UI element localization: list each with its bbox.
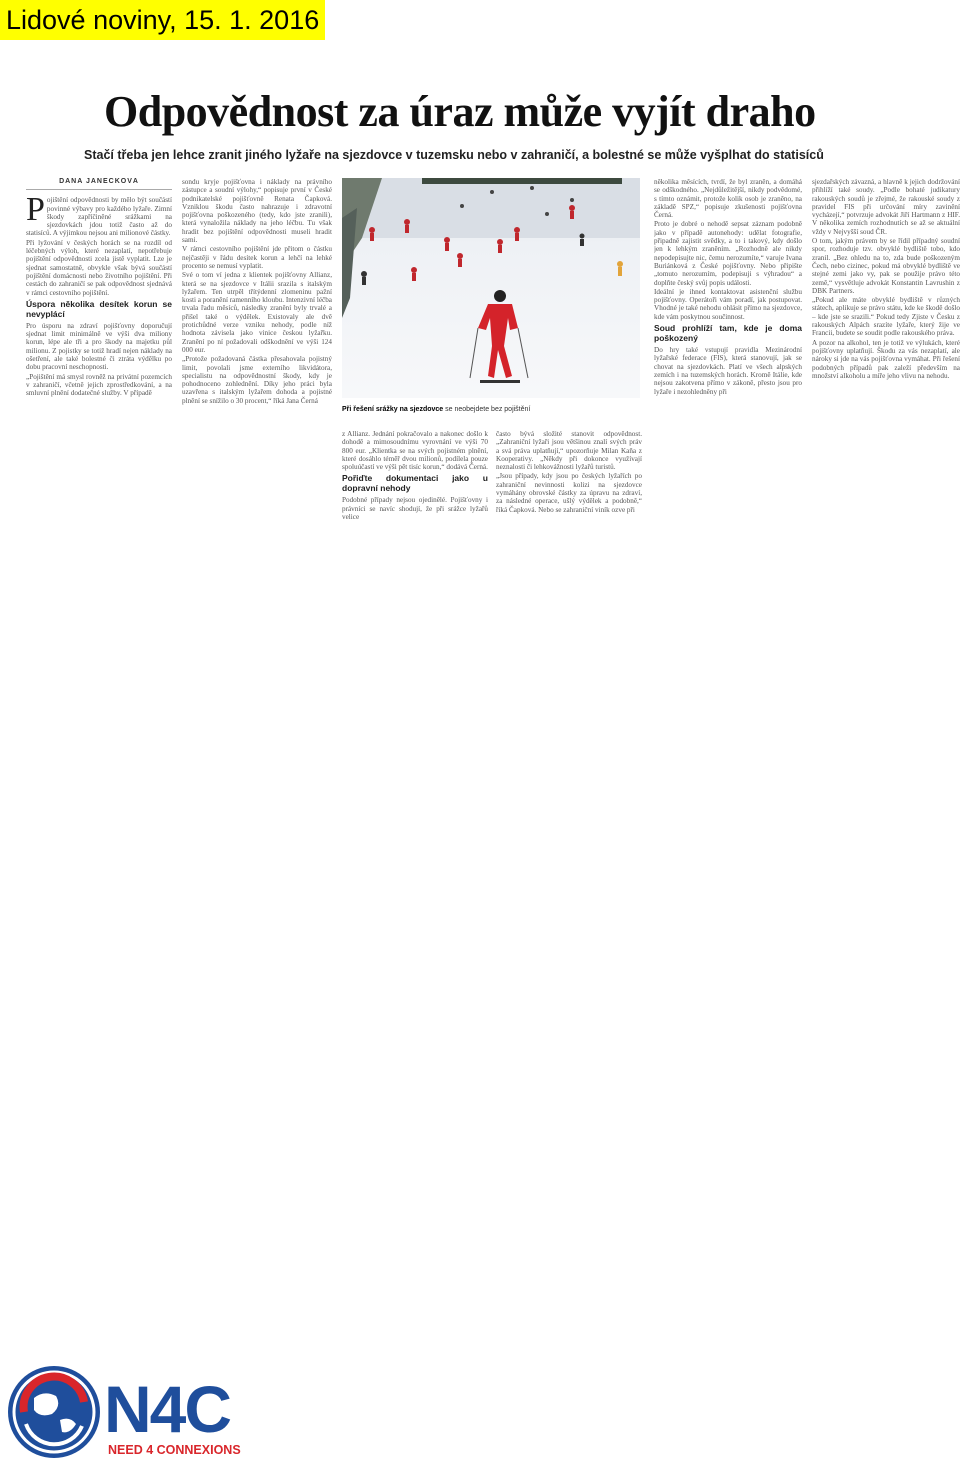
article-column-4: často bývá složité stanovit odpovědnost. „Zahraniční lyžaři jsou většinou znalí svých práv a svá práva uplatňují,“ upozorňuje Milan Kaňa z Kooperativy. „Někdy při dokonce využívají neznalosti či lehkovážnosti lyžařů turistů. „Jsou případy, kdy jsou po českých lyžařích po zahraniční nevinnosti kolizi na sjezdovce vymáhány obrovské částky za úpravu na zdraví, za následné operace, ušlý výdělek a podobně,“ říká Čapková. Nebo se zahraniční viník ozve při [496, 430, 642, 514]
subheading-2: Pořiďte dokumentaci jako u dopravní nehody [342, 473, 488, 494]
n4c-logo-graphic [4, 1362, 260, 1462]
photo-caption-rest: se neobejdete bez pojištění [445, 406, 531, 413]
drop-cap: P [26, 191, 45, 229]
article-column-1: DANA JANEČKOVÁ Pojištění odpovědnosti by mělo být součástí povinné výbavy pro každého lyžaře. Zimní škody zapříčiněné srážkami na sjezdovkách jdou totiž často až do statisíců. A výjimkou nejsou ani milionové částky. Při lyžování v českých horách se na rozdíl od léčebných výloh, které nezaplatí, nepotřebuje pojištění odpovědnosti zcela jistě vyplatit. Lze je sjednat samostatně, obvykle však bývá součástí pojištění domácnosti nebo životního pojištění. Při cestách do zahraničí se pak odpovědnost sjednává v rámci cestovního pojištění. Úspora několika desítek korun se nevyplácí Pro úsporu na zdraví pojišťovny doporučují sjednat limit minimálně ve výši dva miliony korun, lépe ale tři a pro škody na majetku půl milionu. Z pojistky se totiž hradí nejen náklady na ošetření, ale také bolestné či ztráta výdělku po dobu pracovní neschopnosti. „Pojištění má smysl rovněž na privátní pozemcích v zahraničí, včetně jejich zprostředkování, a na smluvní plnění dodatečné služby. V případě [26, 178, 172, 398]
n4c-logo [4, 1362, 260, 1462]
article-column-6: sjezdařských závazná, a hlavně k jejich dodržování přihlíží také soudy. „Podle bohaté judikatury rakouských soudů je zřejmé, že rakouské soudy z pravidel FIS při určování míry zavinění vycházejí,“ potvrzuje advokát Jiří Hartmann z HIF. V několika zemích rozhodnutích se až se aktuální vždy v Nejvyšší soud ČR. O tom, jakým právem by se řídil případný soudní spor, rozhoduje tzv. obvyklé bydliště tobo, kdo zranil. „Bez ohledu na to, zda bude poškozeným Čech, nebo cizinec, pokud má obvyklé bydliště ve stejné zemi jako vy, pak se použije právo této země,“ vysvětluje advokát Konstantin Lavrushin z DBK Partners. „Pokud ale máte obvyklé bydliště v různých státech, aplikuje se právo státu, kde ke škodě došlo – kde jste se srazili.“ Pokud tedy Zjiste v Česku z rakouských Alpách srazíte lyžaře, který žije ve Francii, budete se soudit podle rakouského práva. A pozor na alkohol, ten je totiž ve výlukách, které pojišťovny uplatňují. Škodu za vás nezaplatí, ale nároky si jde na vás pojišťovna vymáhat. Při řešení podobných případů pak zaleží především na množství alkoholu a míře jeho vlivu na nehodu. [812, 178, 960, 380]
article-column-3: z Allianz. Jednání pokračovalo a nakonec došlo k dohodě a mimosoudnímu vyrovnání ve výši 70 800 eur. „Klientka se na svých pojistném plnění, které dosáhlo téměř dvou milionů, podílela pouze spoluúčastí ve výši pět tisíc korun,“ dodává Černá. Pořiďte dokumentaci jako u dopravní nehody Podobné případy nejsou ojedinělé. Pojišťovny i právníci se navíc shodují, že při srážce lyžařů velice [342, 430, 488, 522]
photo-caption [342, 406, 530, 413]
subheading-3: Soud prohlíží tam, kde je doma poškozený [654, 323, 802, 344]
ski-slope-photo [342, 178, 640, 398]
subheading-1: Úspora několika desítek korun se nevyplácí [26, 298, 172, 319]
logo-wordmark: N4C [104, 1372, 231, 1446]
photo-caption-bold: Při řešení srážky na sjezdovce [342, 406, 444, 413]
article-column-2: sondu kryje pojišťovna i náklady na právního zástupce a soudní výlohy,“ popisuje první v České podnikatelské pojišťovně Renata Čapková. Vzniklou škodu často nahrazuje i zdravotní pojišťovna poškozeného (tedy, kdo jste zranili), která vynaložila náklady na jeho léčbu. Tu však hradit bez pojištění odpovědnosti museli hradit sami. V rámci cestovního pojištění jde přitom o částku nejčastěji v řádu desítek korun a lehčí na lehké procento se nemusí vyplatit. Své o tom ví jedna z klientek pojišťovny Allianz, která se na sjezdovce v Itálii srazila s italským lyžařem. Ten utrpěl třítýdenní zlomeninu pažní kosti a poranění ramenního kloubu. Intenzivní léčba trvala řadu měsíců, následky zranění byly trvalé a přišel také o výdělek. Existovaly ale dvě protichůdné verze vzniku nehody, podle níž hodnota závisela jako vinice českou lyžařku. Zranění po ní požadovali odškodnění ve výši 124 000 eur. „Protože požadovaná částka přesahovala pojistný limit, povolali jsme externího likvidátora, specialistu na odpovědnostní škody, kdy je pohodnoceno zohlednění. Díky jeho práci byla uzavřena s italským lyžařem dohoda a pojistné plnění se snížilo o 30 procent,“ říká Jana Černá [182, 178, 332, 405]
article-headline: Odpovědnost za úraz může vyjít draho [104, 87, 816, 136]
article-subheadline: Stačí třeba jen lehce zranit jiného lyžaře na sjezdovce v tuzemsku nebo v zahraničí, a bolestné se může vyšplhat do statisíců [84, 148, 824, 162]
ski-slope-illustration [342, 178, 640, 398]
article-column-5: několika měsících, tvrdí, že byl zraněn, a domáhá se odškodného. „Nejdůležitější, nikdy podvědomé, s tímto oznámit, protože kolik osob je zraněno, na základě SPZ,“ popisuje zkušenosti pojišťovna Černá. Proto je dobré o nehodě sepsat záznam podobně jako v případě autonehody: udělat fotografie, připadně zajistit svědky, a to i takový, kdy došlo jen k lehkým zraněním. „Rozhodně ale nikdy nepodepisujte nic, čemu nerozumíte,“ varuje Ivana Buriánková z České pojišťovny. Nebo připište „tomuto nerozumím, podepisuji s výhradou“ a doplňte český svůj popis události. Ideální je ihned kontaktovat asistenční službu pojišťovny. Operátoři vám poradí, jak postupovat. Vhodné je také nehodu ohlásit přímo na sjezdovce, kde vám poskytnou součinnost. Soud prohlíží tam, kde je doma poškozený Do hry také vstupují pravidla Mezinárodní lyžařské federace (FIS), která stanovují, jak se chovat na sjezdovkách. Platí ve všech alpských zemích i na tuzemských horách. Kromě Itálie, kde nejsou zakotvena přímo v zákoně, přesto jsou pro lyžaře i nezohledněny při [654, 178, 802, 396]
newspaper-clipping [24, 80, 960, 600]
article-byline: DANA JANEČKOVÁ [26, 178, 172, 190]
logo-tagline: NEED 4 CONNEXIONS [108, 1443, 241, 1457]
date-label: Lidové noviny, 15. 1. 2016 [0, 0, 325, 40]
